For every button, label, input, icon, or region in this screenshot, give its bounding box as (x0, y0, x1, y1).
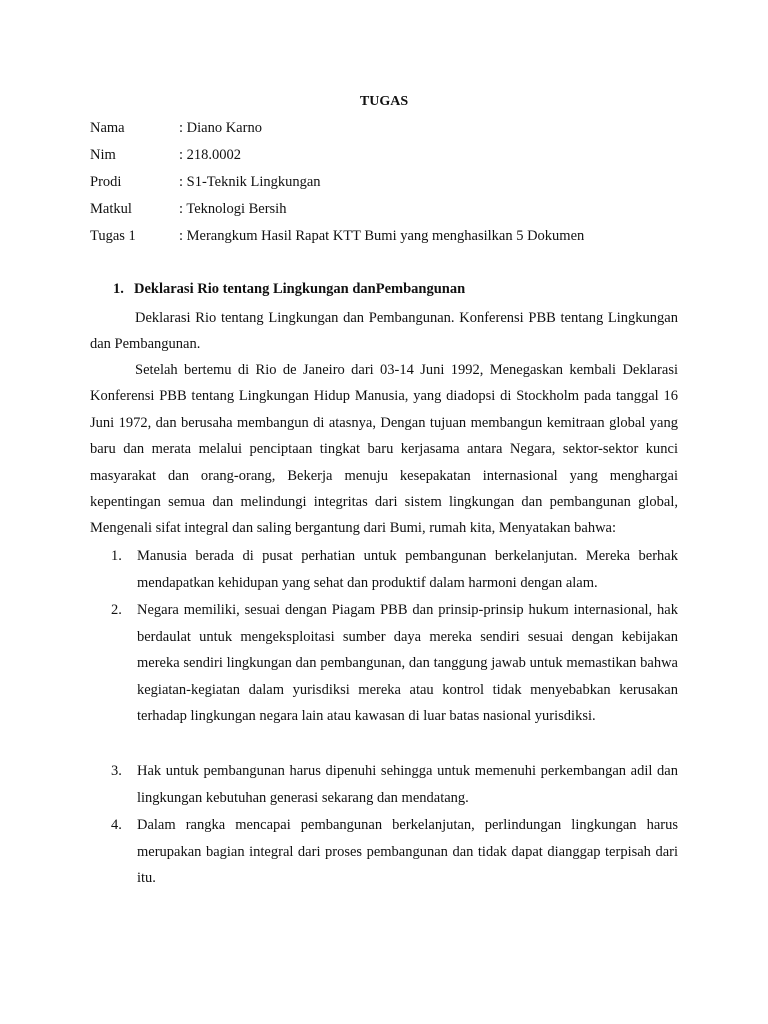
info-row-nim (90, 145, 584, 172)
list-number: 4. (111, 817, 122, 833)
list-text: Manusia berada di pusat perhatian untuk pembangunan berkelanjutan. Mereka berhak mendapatkan kehidupan yang sehat dan produktif dalam harmoni dengan alam. (137, 548, 678, 591)
info-row-prodi (90, 172, 584, 199)
list-text: Negara memiliki, sesuai dengan Piagam PBB dan prinsip-prinsip hukum internasional, hak berdaulat untuk mengeksploitasi sumber daya mereka sendiri sesuai dengan kebijakan mereka sendiri lingkungan dan pembangunan, dan tanggung jawab untuk memastikan bahwa kegiatan-kegiatan dalam yurisdiksi mereka atau kontrol tidak menyebabkan kerusakan terhadap lingkungan negara lain atau kawasan di luar batas nasional yurisdiksi. (137, 602, 678, 724)
document-title: TUGAS (359, 94, 409, 109)
info-row-nama (90, 118, 584, 145)
section-heading (113, 281, 465, 298)
info-label: Tugas 1 (90, 228, 136, 244)
info-value: : S1-Teknik Lingkungan (179, 174, 321, 190)
info-row-tugas (90, 226, 584, 253)
info-label: Nama (90, 120, 125, 136)
list-text: Hak untuk pembangunan harus dipenuhi sehingga untuk memenuhi perkembangan adil dan lingkungan kebutuhan generasi sekarang dan mendatang. (137, 763, 678, 806)
info-label: Matkul (90, 201, 132, 217)
info-value: : Merangkum Hasil Rapat KTT Bumi yang menghasilkan 5 Dokumen (179, 228, 585, 244)
info-label: Nim (90, 147, 116, 163)
paragraph: Setelah bertemu di Rio de Janeiro dari 03-14 Juni 1992, Menegaskan kembali Deklarasi Konferensi PBB tentang Lingkungan Hidup Manusia, yang diadopsi di Stockholm pada tanggal 16 Juni 1972, dan berusaha membangun di atasnya, Dengan tujuan membangun kemitraan global yang baru dan merata melalui penciptaan tingkat baru kerjasama antara Negara, sektor-sektor kunci masyarakat dan orang-orang, Bekerja menuju kesepakatan internasional yang menghargai kepentingan semua dan melindungi integritas dari sistem lingkungan dan pembangunan global, Mengenali sifat integral dan saling bergantung dari Bumi, rumah kita, Menyatakan bahwa: (90, 362, 678, 537)
section-number: 1. (113, 281, 124, 297)
info-row-matkul (90, 199, 584, 226)
section-heading-text: Deklarasi Rio tentang Lingkungan danPembangunan (134, 281, 466, 297)
list-item (90, 758, 678, 811)
info-label: Prodi (90, 174, 122, 190)
list-number: 3. (111, 763, 122, 779)
info-value: : Diano Karno (179, 120, 262, 136)
list-item (90, 543, 678, 596)
list-item (90, 597, 678, 730)
paragraph: Deklarasi Rio tentang Lingkungan dan Pembangunan. Konferensi PBB tentang Lingkungan dan Pembangunan. (90, 310, 678, 353)
list-text: Dalam rangka mencapai pembangunan berkelanjutan, perlindungan lingkungan harus merupakan bagian integral dari proses pembangunan dan tidak dapat dianggap terpisah dari itu. (137, 817, 678, 886)
list-item (90, 812, 678, 892)
student-info (90, 118, 584, 253)
list-number: 2. (111, 602, 122, 618)
info-value: : 218.0002 (179, 147, 242, 163)
list-number: 1. (111, 548, 122, 564)
info-value: : Teknologi Bersih (179, 201, 287, 217)
